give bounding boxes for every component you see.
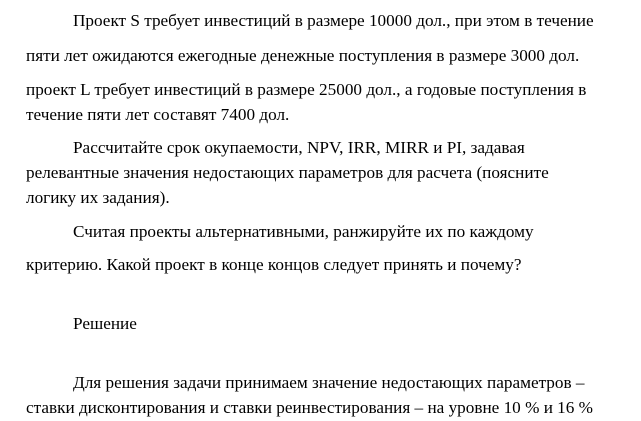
text-line: Считая проекты альтернативными, ранжируйте их по каждому <box>73 222 534 241</box>
solution-heading: Решение <box>73 314 137 333</box>
text-line: логику их задания). <box>26 188 170 207</box>
text-line: релевантные значения недостающих параметров для расчета (поясните <box>26 163 549 182</box>
text-line: Рассчитайте срок окупаемости, NPV, IRR, MIRR и PI, задавая <box>73 138 525 157</box>
text-line: пяти лет ожидаются ежегодные денежные поступления в размере 3000 дол. <box>26 46 580 65</box>
text-line: Для решения задачи принимаем значение недостающих параметров – <box>73 373 585 392</box>
text-line: проект L требует инвестиций в размере 25000 дол., а годовые поступления в <box>26 80 587 99</box>
text-line: Проект S требует инвестиций в размере 10000 дол., при этом в течение <box>73 11 594 30</box>
text-line: критерию. Какой проект в конце концов следует принять и почему? <box>26 255 522 274</box>
text-line: ставки дисконтирования и ставки реинвестирования – на уровне 10 % и 16 % <box>26 398 593 417</box>
text-line: течение пяти лет составят 7400 дол. <box>26 105 290 124</box>
